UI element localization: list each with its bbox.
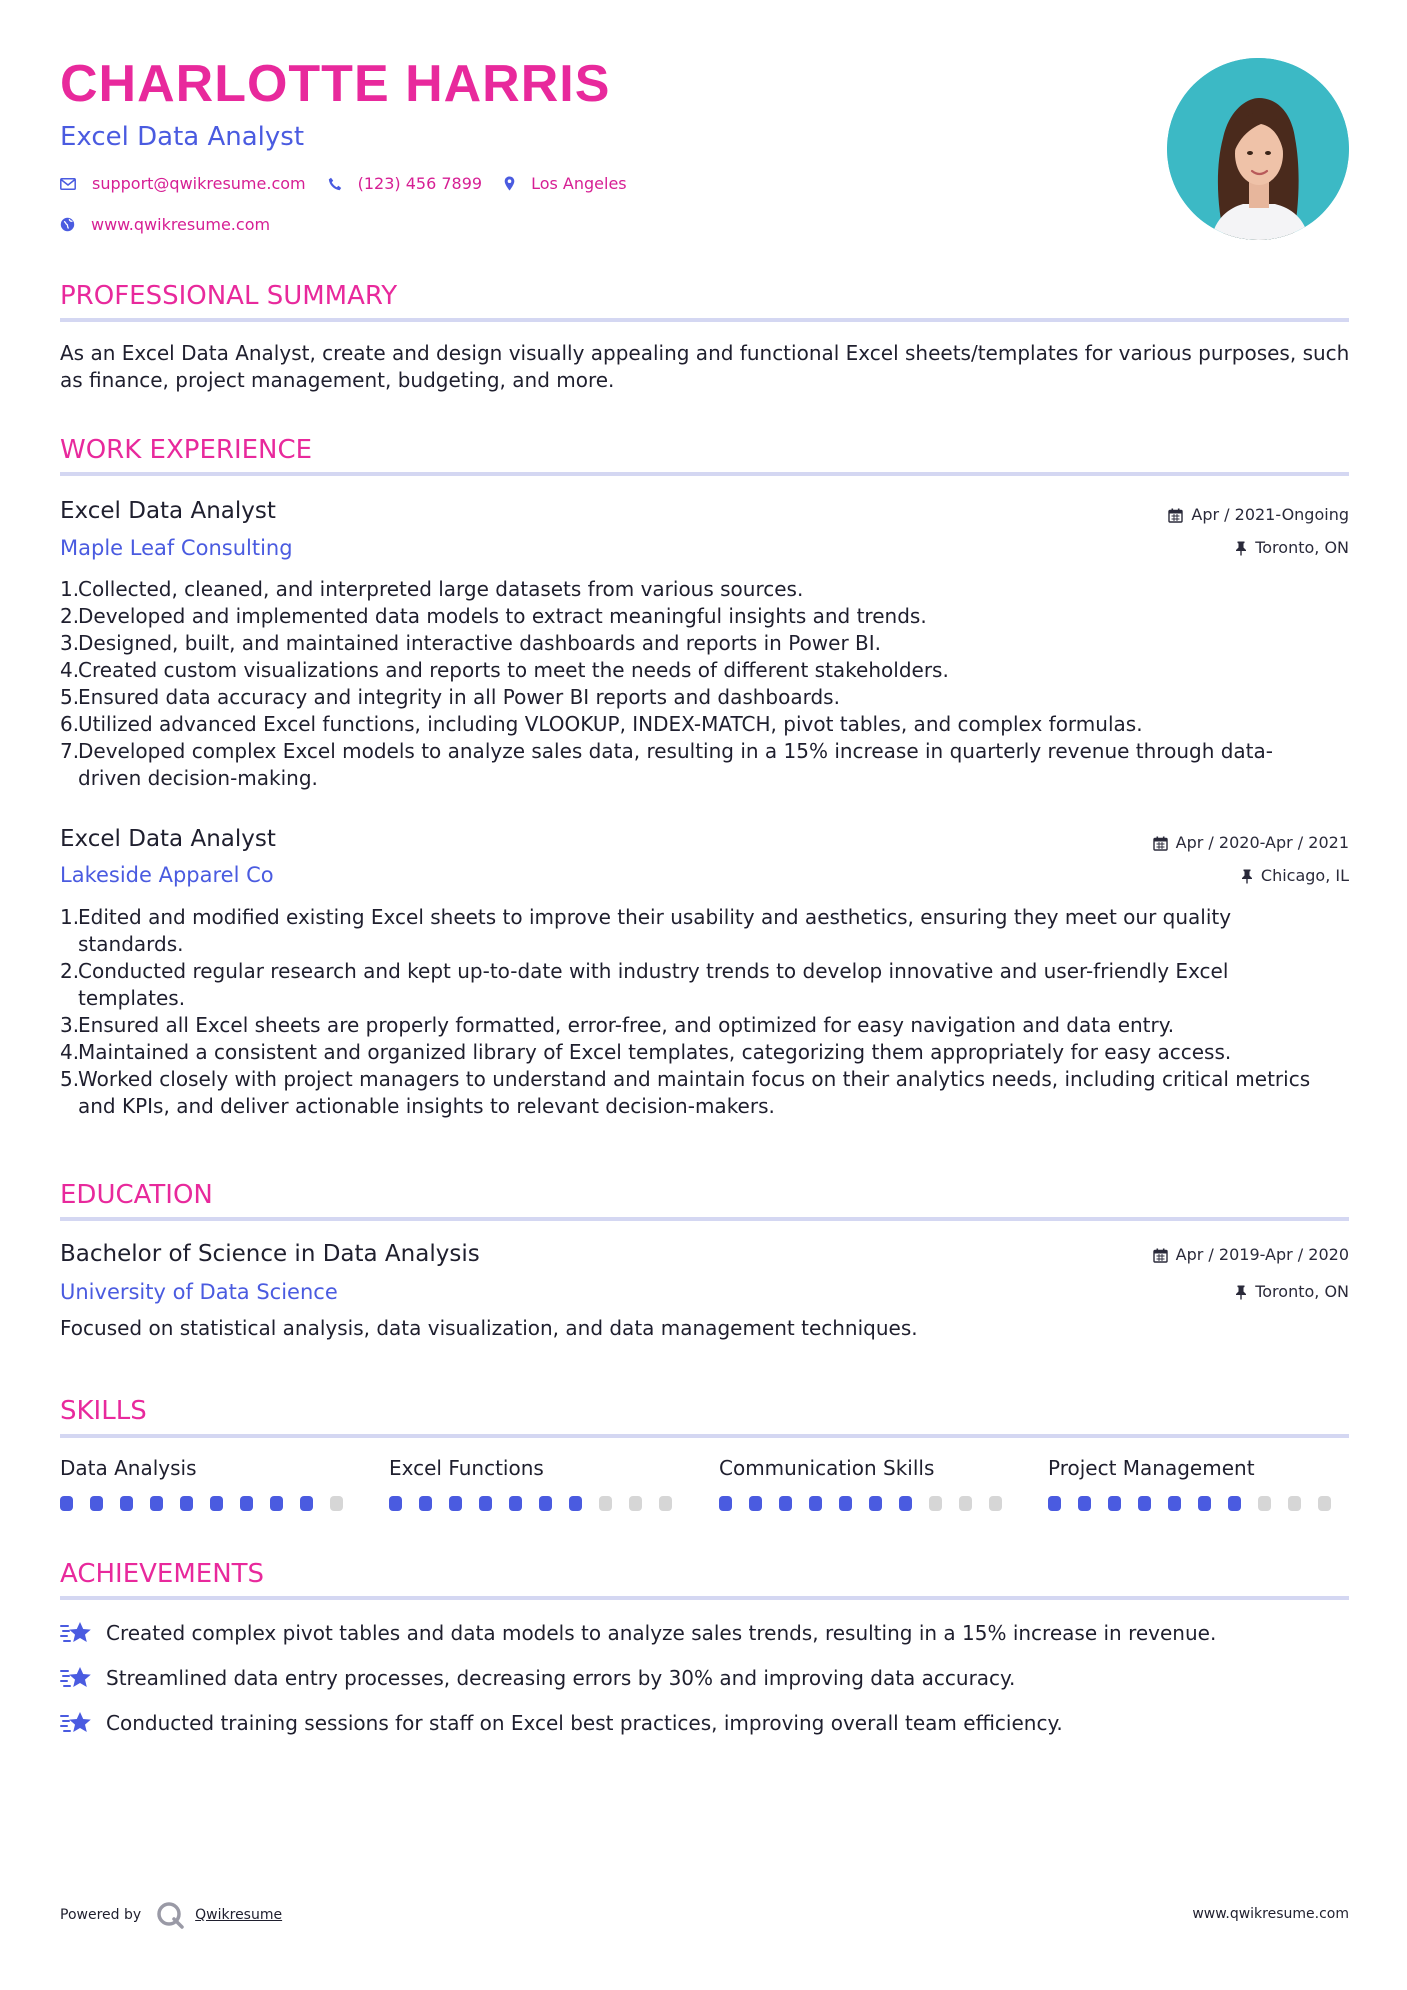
powered-by-label: Powered by [60, 1907, 142, 1923]
skill-dot-filled [1198, 1496, 1211, 1511]
candidate-name: CHARLOTTE HARRIS [60, 55, 611, 113]
email-text: support@qwikresume.com [92, 174, 306, 193]
website-text: www.qwikresume.com [91, 215, 271, 234]
job-duties-list [60, 904, 1320, 1120]
star-badge-icon [60, 1710, 92, 1736]
skill-dot-filled [300, 1496, 313, 1511]
qwikresume-logo-icon [155, 1900, 185, 1930]
avatar-illustration [1167, 58, 1349, 240]
skill-dot-filled [569, 1496, 582, 1511]
pushpin-icon [1241, 869, 1253, 884]
skill-dot-empty [959, 1496, 972, 1511]
education-location-text: Toronto, ON [1255, 1282, 1349, 1301]
skill-item [60, 1458, 360, 1511]
skill-dot-empty [330, 1496, 343, 1511]
skill-dot-filled [90, 1496, 103, 1511]
achievement-text: Streamlined data entry processes, decreasing errors by 30% and improving data accuracy. [106, 1666, 1016, 1690]
list-item: 1. Collected, cleaned, and interpreted large datasets from various sources. [60, 577, 804, 601]
skill-dot-filled [539, 1496, 552, 1511]
list-item: 3. Ensured all Excel sheets are properly formatted, error-free, and optimized for easy navigation and data entry. [60, 1013, 1175, 1037]
degree-title: Bachelor of Science in Data Analysis [60, 1241, 480, 1267]
skill-dot-filled [479, 1496, 492, 1511]
list-item: 7. Developed complex Excel models to analyze sales data, resulting in a 15% increase in quarterly revenue through data-driven decision-making. [60, 739, 1273, 790]
list-item: 5. Worked closely with project managers to understand and maintain focus on their analytics needs, including critical metrics and KPIs, and deliver actionable insights to relevant decision-makers. [60, 1067, 1311, 1118]
skill-dot-empty [1318, 1496, 1331, 1511]
job-duties-list [60, 576, 1320, 792]
skill-dot-filled [1168, 1496, 1181, 1511]
skill-dot-filled [1138, 1496, 1151, 1511]
skill-dot-filled [509, 1496, 522, 1511]
phone-icon [328, 177, 342, 191]
contact-email[interactable] [60, 174, 306, 193]
calendar-icon [1168, 508, 1183, 523]
skill-dot-empty [929, 1496, 942, 1511]
summary-text: As an Excel Data Analyst, create and design visually appealing and functional Excel sheets/templates for various purposes, such as finance, project management, budgeting, and more. [60, 341, 1350, 392]
company-name: Maple Leaf Consulting [60, 536, 293, 560]
achievement-item [60, 1620, 1216, 1646]
achievement-item [60, 1665, 1015, 1691]
list-item: 2. Developed and implemented data models to extract meaningful insights and trends. [60, 604, 927, 628]
star-badge-icon [60, 1665, 92, 1691]
skill-item [1048, 1458, 1348, 1511]
job-dates [1168, 507, 1349, 523]
candidate-title: Excel Data Analyst [60, 122, 305, 152]
skill-rating [1048, 1496, 1348, 1511]
skill-dot-empty [659, 1496, 672, 1511]
calendar-icon [1153, 836, 1168, 851]
achievement-text: Created complex pivot tables and data models to analyze sales trends, resulting in a 15% increase in revenue. [106, 1621, 1217, 1645]
skill-dot-filled [839, 1496, 852, 1511]
summary-heading: PROFESSIONAL SUMMARY [60, 281, 398, 311]
experience-heading: WORK EXPERIENCE [60, 435, 313, 465]
skill-dot-filled [120, 1496, 133, 1511]
profile-photo [1167, 58, 1349, 240]
skills-heading: SKILLS [60, 1396, 147, 1426]
pushpin-icon [1235, 541, 1247, 556]
job-title: Excel Data Analyst [60, 498, 276, 524]
contact-website[interactable] [60, 215, 270, 234]
list-item: 2. Conducted regular research and kept up-to-date with industry trends to develop innovative and user-friendly Excel templates. [60, 959, 1229, 1010]
section-divider [60, 472, 1349, 476]
map-pin-icon [504, 176, 515, 191]
skill-dot-filled [869, 1496, 882, 1511]
skill-dot-filled [60, 1496, 73, 1511]
education-dates [1153, 1247, 1349, 1263]
skill-dot-filled [270, 1496, 283, 1511]
list-item: 3. Designed, built, and maintained interactive dashboards and reports in Power BI. [60, 631, 882, 655]
section-divider [60, 1434, 1349, 1438]
list-item: 4. Created custom visualizations and reports to meet the needs of different stakeholders. [60, 658, 949, 682]
skill-dot-filled [210, 1496, 223, 1511]
resume-header [60, 55, 1060, 234]
star-badge-icon [60, 1620, 92, 1646]
list-item: 1. Edited and modified existing Excel sheets to improve their usability and aesthetics, ensuring they meet our quality standards. [60, 905, 1232, 956]
skill-dot-filled [1228, 1496, 1241, 1511]
skill-name: Data Analysis [60, 1456, 197, 1480]
location-text: Los Angeles [531, 174, 627, 193]
skill-dot-filled [809, 1496, 822, 1511]
skill-item [389, 1458, 689, 1511]
skill-dot-filled [1078, 1496, 1091, 1511]
contact-location [504, 174, 627, 193]
footer-url[interactable]: www.qwikresume.com [1192, 1906, 1349, 1922]
job-dates-text: Apr / 2021-Ongoing [1191, 505, 1349, 524]
skill-dot-filled [1048, 1496, 1061, 1511]
job-title: Excel Data Analyst [60, 826, 276, 852]
contact-row [60, 174, 1060, 193]
job-dates [1153, 835, 1349, 851]
job-location [1235, 540, 1349, 556]
job-location-text: Toronto, ON [1255, 538, 1349, 557]
education-heading: EDUCATION [60, 1180, 213, 1210]
skill-name: Project Management [1048, 1456, 1255, 1480]
skill-dot-filled [779, 1496, 792, 1511]
section-divider [60, 1596, 1349, 1600]
skill-dot-empty [989, 1496, 1002, 1511]
skill-dot-filled [419, 1496, 432, 1511]
achievement-text: Conducted training sessions for staff on Excel best practices, improving overall team efficiency. [106, 1711, 1063, 1735]
skill-dot-filled [180, 1496, 193, 1511]
company-name: Lakeside Apparel Co [60, 863, 274, 887]
job-location [1241, 868, 1349, 884]
skill-name: Excel Functions [389, 1456, 544, 1480]
skill-dot-filled [749, 1496, 762, 1511]
skill-rating [389, 1496, 689, 1511]
phone-text: (123) 456 7899 [357, 174, 483, 193]
skill-rating [719, 1496, 1019, 1511]
footer-powered-by [60, 1900, 282, 1930]
skill-dot-filled [899, 1496, 912, 1511]
section-divider [60, 318, 1349, 322]
job-dates-text: Apr / 2020-Apr / 2021 [1175, 833, 1349, 852]
pushpin-icon [1235, 1285, 1247, 1300]
contact-phone[interactable] [328, 174, 482, 193]
skill-dot-filled [1108, 1496, 1121, 1511]
job-location-text: Chicago, IL [1260, 866, 1349, 885]
calendar-icon [1153, 1248, 1168, 1263]
school-name: University of Data Science [60, 1280, 338, 1304]
achievements-heading: ACHIEVEMENTS [60, 1559, 265, 1589]
skill-dot-empty [1258, 1496, 1271, 1511]
globe-icon [60, 217, 75, 232]
qwikresume-link[interactable]: Qwikresume [195, 1907, 283, 1923]
achievement-item [60, 1710, 1063, 1736]
list-item: 4. Maintained a consistent and organized library of Excel templates, categorizing them appropriately for easy access. [60, 1040, 1232, 1064]
skill-name: Communication Skills [719, 1456, 935, 1480]
skill-dot-empty [599, 1496, 612, 1511]
education-dates-text: Apr / 2019-Apr / 2020 [1175, 1245, 1349, 1264]
skill-dot-filled [240, 1496, 253, 1511]
list-item: 5. Ensured data accuracy and integrity in all Power BI reports and dashboards. [60, 685, 840, 709]
skill-dot-filled [449, 1496, 462, 1511]
contact-row-website [60, 215, 1060, 234]
section-divider [60, 1217, 1349, 1221]
skill-dot-filled [719, 1496, 732, 1511]
skill-dot-empty [1288, 1496, 1301, 1511]
skill-dot-empty [629, 1496, 642, 1511]
skill-item [719, 1458, 1019, 1511]
skill-dot-filled [389, 1496, 402, 1511]
envelope-icon [60, 178, 76, 190]
skill-rating [60, 1496, 360, 1511]
education-description: Focused on statistical analysis, data visualization, and data management techniques. [60, 1316, 918, 1340]
skill-dot-filled [150, 1496, 163, 1511]
list-item: 6. Utilized advanced Excel functions, including VLOOKUP, INDEX-MATCH, pivot tables, and complex formulas. [60, 712, 1143, 736]
education-location [1235, 1284, 1349, 1300]
